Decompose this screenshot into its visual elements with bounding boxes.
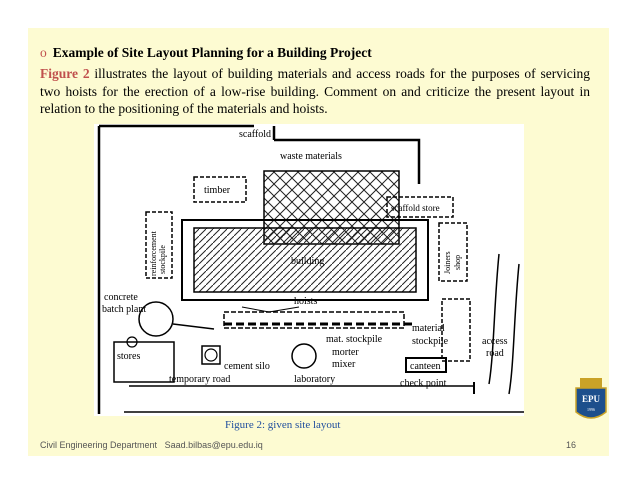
morter-mixer-circle xyxy=(292,344,316,368)
label-cement-silo: cement silo xyxy=(224,361,270,372)
label-concrete: concrete xyxy=(104,292,138,303)
label-waste-materials: waste materials xyxy=(280,151,342,162)
label-access-road: road xyxy=(486,348,504,359)
label-reinforcement: reinforcement xyxy=(149,231,158,276)
logo-year: 1996 xyxy=(587,407,595,412)
label-mat-stockpile: mat. stockpile xyxy=(326,334,383,345)
bullet-marker: o xyxy=(40,45,47,60)
slide-heading xyxy=(40,45,372,61)
label-material-stockpile: stockpile xyxy=(412,336,449,347)
page-number: 16 xyxy=(566,440,577,450)
logo-text: EPU xyxy=(582,394,600,404)
access-road xyxy=(489,254,499,384)
label-temporary-road: temporary road xyxy=(169,374,231,385)
label-check-point: check point xyxy=(400,378,447,389)
label-material: material xyxy=(412,323,445,334)
footer-email: Saad.bilbas@epu.edu.iq xyxy=(164,440,263,450)
label-reinforcement-stockpile: stockpile xyxy=(158,245,167,274)
figure-caption: Figure 2: given site layout xyxy=(225,419,341,431)
label-joiners-shop: shop xyxy=(453,254,462,270)
site-layout-drawing xyxy=(94,124,524,416)
label-joiners: Joiners xyxy=(443,251,452,274)
footer-department: Civil Engineering Department xyxy=(40,440,158,450)
stores-area xyxy=(114,342,174,382)
access-road-edge xyxy=(509,264,519,394)
label-morter-mixer: mixer xyxy=(332,359,356,370)
label-timber: timber xyxy=(204,185,231,196)
label-scaffold: scaffold xyxy=(239,129,272,140)
label-stores: stores xyxy=(117,351,141,362)
footer xyxy=(40,440,263,450)
body-paragraph xyxy=(40,65,590,118)
hoists-strip xyxy=(224,312,404,328)
label-laboratory: laboratory xyxy=(294,374,336,385)
paragraph-text: illustrates the layout of building materials and access roads for the purposes of servicing two hoists for the erection of a low-rise building. Comment on and criticize the present layout in relation to the positioning of the materials and hoists. xyxy=(40,66,590,116)
site-layout-figure xyxy=(94,124,524,416)
cement-silo-circle xyxy=(205,349,217,361)
label-batch-plant: batch plant xyxy=(102,304,147,315)
batch-plant-link xyxy=(173,324,214,329)
material-stockpile-area xyxy=(442,299,470,361)
figure-reference: Figure 2 xyxy=(40,66,90,81)
label-hoists: hoists xyxy=(294,296,318,307)
label-building: building xyxy=(291,256,325,267)
slide xyxy=(28,28,609,456)
label-canteen: canteen xyxy=(410,361,441,372)
label-morter: morter xyxy=(332,347,359,358)
epu-logo-icon xyxy=(571,378,611,426)
label-scaffold-store: scaffold store xyxy=(391,203,440,213)
heading-text: Example of Site Layout Planning for a Building Project xyxy=(52,45,372,60)
label-access: access xyxy=(482,336,508,347)
